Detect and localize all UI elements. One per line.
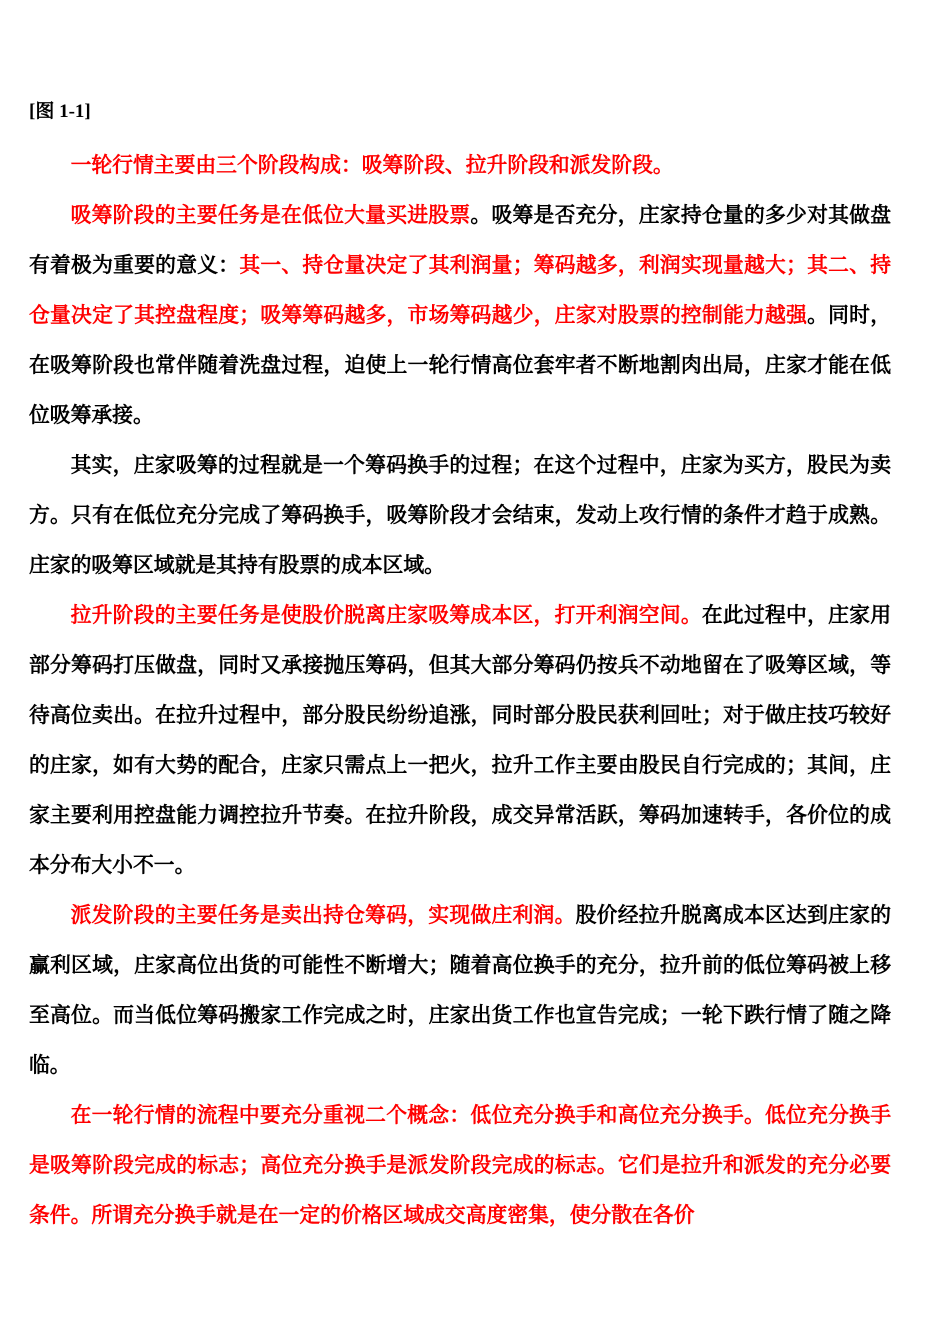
body-text-segment: 股价经拉升脱离成本区达到庄家的赢利区域，庄家高位出货的可能性不断增大；随着高位换手的充分，拉升前的低位筹码被上移至高位。而当低位筹码搬家工作完成之时，庄家出货工作也宣告完成；一轮下跌行情了随之降临。 [29,902,891,1077]
paragraph-markup [29,590,891,890]
body-text-segment: 在此过程中，庄家用部分筹码打压做盘，同时又承接抛压筹码，但其大部分筹码仍按兵不动地留在了吸筹区域，等待高位卖出。在拉升过程中，部分股民纷纷追涨，同时部分股民获利回吐；对于做庄技巧较好的庄家，如有大势的配合，庄家只需点上一把火，拉升工作主要由股民自行完成的；其间，庄家主要利用控盘能力调控拉升节奏。在拉升阶段，成交异常活跃，筹码加速转手，各价位的成本分布大小不一。 [29,602,892,877]
body-text-segment: 其实，庄家吸筹的过程就是一个筹码换手的过程；在这个过程中，庄家为买方，股民为卖方。只有在低位充分完成了筹码换手，吸筹阶段才会结束，发动上攻行情的条件才趋于成熟。庄家的吸筹区域就是其持有股票的成本区域。 [29,452,891,577]
document-body [29,140,891,1240]
paragraph-accumulation [29,190,891,440]
emphasis-text: 其一、持仓量决定了其利润量；筹码越多，利润实现量越大；其二、持仓量决定了其控盘程度；吸筹筹码越多，市场筹码越少，庄家对股票的控制能力越强 [29,252,892,327]
paragraph-stages-overview [29,140,891,190]
emphasis-text: 派发阶段的主要任务是卖出持仓筹码，实现做庄利润。 [70,902,576,927]
paragraph-chip-exchange [29,440,891,590]
emphasis-text: 拉升阶段的主要任务是使股价脱离庄家吸筹成本区，打开利润空间。 [70,602,702,627]
figure-label: [图 1-1] [29,101,91,122]
emphasis-text: 在一轮行情的流程中要充分重视二个概念：低位充分换手和高位充分换手。低位充分换手是吸筹阶段完成的标志；高位充分换手是派发阶段完成的标志。它们是拉升和派发的充分必要条件。所谓充分换手就是在一定的价格区域成交高度密集，使分散在各价 [29,1102,891,1227]
body-text-segment: 。同时，在吸筹阶段也常伴随着洗盘过程，迫使上一轮行情高位套牢者不断地割肉出局，庄家才能在低位吸筹承接。 [29,302,891,427]
emphasis-text: 一轮行情主要由三个阶段构成：吸筹阶段、拉升阶段和派发阶段。 [70,152,674,177]
body-text-segment: 。吸筹是否充分，庄家持仓量的多少对其做盘有着极为重要的意义： [29,202,892,277]
emphasis-text: 吸筹阶段的主要任务是在低位大量买进股票 [70,202,471,227]
paragraph-turnover-concepts [29,1090,891,1240]
paragraph-distribution [29,890,891,1090]
